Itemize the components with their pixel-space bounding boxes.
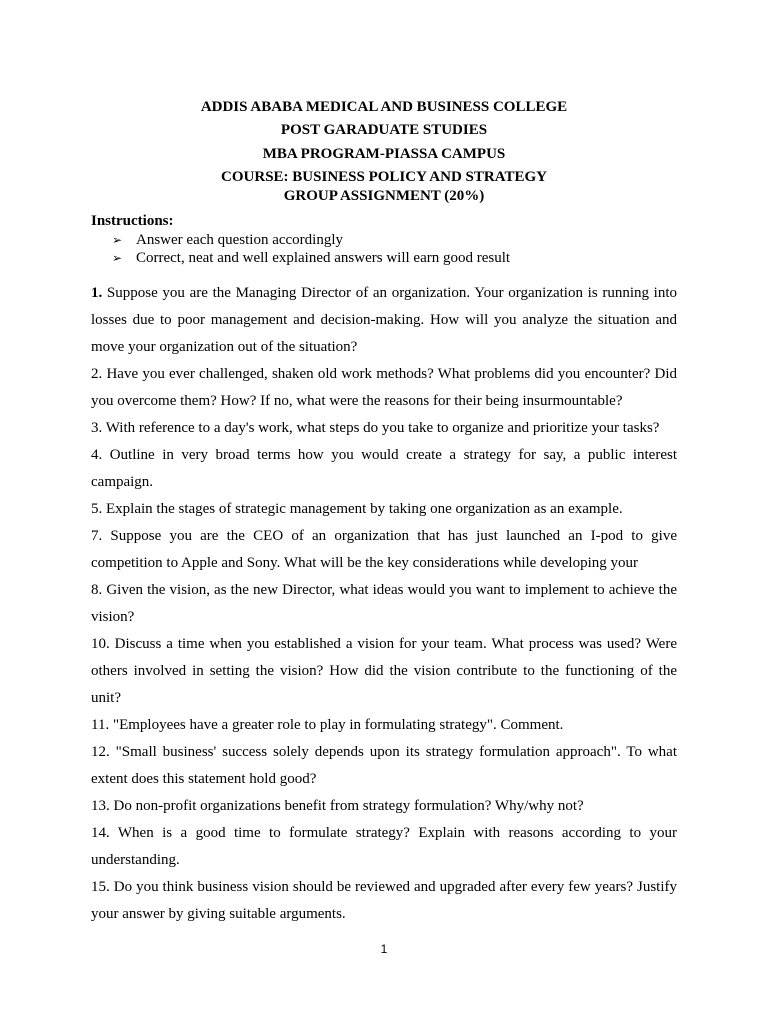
question-number: 3. bbox=[91, 420, 103, 436]
question-text: "Small business' success solely depends upon its strategy formulation approach". To what extent does this statement hold good? bbox=[91, 744, 677, 787]
question-number: 15. bbox=[91, 879, 110, 895]
question-text: When is a good time to formulate strategy? Explain with reasons according to your understanding. bbox=[91, 825, 677, 868]
question-text: Do you think business vision should be reviewed and upgraded after every few years? Justify your answer by giving suitable arguments. bbox=[91, 879, 677, 922]
arrow-bullet-icon: ➢ bbox=[112, 251, 123, 265]
instruction-text: Correct, neat and well explained answers will earn good result bbox=[136, 250, 511, 266]
question-number: 1. bbox=[91, 285, 103, 301]
program-title: MBA PROGRAM-PIASSA CAMPUS bbox=[262, 145, 506, 162]
question-text: Have you ever challenged, shaken old work methods? What problems did you encounter? Did you overcome them? How? If no, what were the reasons for their being insurmountable? bbox=[91, 366, 677, 409]
question-number: 4. bbox=[91, 447, 103, 463]
question-text: Suppose you are the Managing Director of an organization. Your organization is running into losses due to poor management and decision-making. How will you analyze the situation and move your organization out of the situation? bbox=[91, 285, 677, 355]
question-item bbox=[91, 280, 677, 361]
question-number: 2. bbox=[91, 366, 103, 382]
question-text: Given the vision, as the new Director, what ideas would you want to implement to achieve the vision? bbox=[91, 582, 677, 625]
question-item bbox=[91, 361, 677, 415]
list-item bbox=[91, 231, 691, 249]
question-item bbox=[91, 631, 677, 712]
question-text: Outline in very broad terms how you would create a strategy for say, a public interest campaign. bbox=[91, 447, 677, 490]
question-number: 13. bbox=[91, 798, 110, 814]
question-item bbox=[91, 874, 677, 928]
question-item bbox=[91, 820, 677, 874]
question-text: With reference to a day's work, what steps do you take to organize and prioritize your tasks? bbox=[102, 420, 660, 436]
instructions-heading: Instructions: bbox=[91, 213, 174, 229]
question-number: 7. bbox=[91, 528, 103, 544]
studies-title: POST GARADUATE STUDIES bbox=[280, 122, 488, 139]
question-item bbox=[91, 739, 677, 793]
question-text: Do non-profit organizations benefit from strategy formulation? Why/why not? bbox=[109, 798, 584, 814]
question-number: 12. bbox=[91, 744, 110, 760]
arrow-bullet-icon: ➢ bbox=[112, 233, 123, 247]
document-header bbox=[0, 97, 768, 206]
questions-list bbox=[91, 280, 677, 928]
question-item bbox=[91, 577, 677, 631]
question-number: 5. bbox=[91, 501, 103, 517]
question-text: "Employees have a greater role to play in formulating strategy". Comment. bbox=[109, 717, 564, 733]
question-number: 10. bbox=[91, 636, 110, 652]
list-item bbox=[91, 249, 691, 267]
question-item bbox=[91, 442, 677, 496]
question-item bbox=[91, 712, 677, 739]
college-name: ADDIS ABABA MEDICAL AND BUSINESS COLLEGE bbox=[200, 99, 568, 115]
course-title: COURSE: BUSINESS POLICY AND STRATEGY bbox=[221, 168, 547, 185]
question-text: Explain the stages of strategic management by taking one organization as an example. bbox=[102, 501, 623, 517]
question-text: Suppose you are the CEO of an organization that has just launched an I-pod to give competition to Apple and Sony. What will be the key considerations while developing your bbox=[91, 528, 677, 571]
question-number: 8. bbox=[91, 582, 103, 598]
page-number: 1 bbox=[380, 942, 388, 956]
instructions-list bbox=[91, 231, 691, 267]
question-number: 11. bbox=[91, 717, 110, 733]
question-item bbox=[91, 523, 677, 577]
instruction-text: Answer each question accordingly bbox=[136, 232, 344, 248]
question-item bbox=[91, 415, 677, 442]
question-item bbox=[91, 793, 677, 820]
assignment-title: GROUP ASSIGNMENT (20%) bbox=[283, 188, 485, 205]
question-text: Discuss a time when you established a vision for your team. What process was used? Were others involved in setting the vision? How did the vision contribute to the functioning of the unit? bbox=[91, 636, 677, 706]
instructions-section bbox=[91, 212, 691, 267]
question-number: 14. bbox=[91, 825, 110, 841]
question-item bbox=[91, 496, 677, 523]
